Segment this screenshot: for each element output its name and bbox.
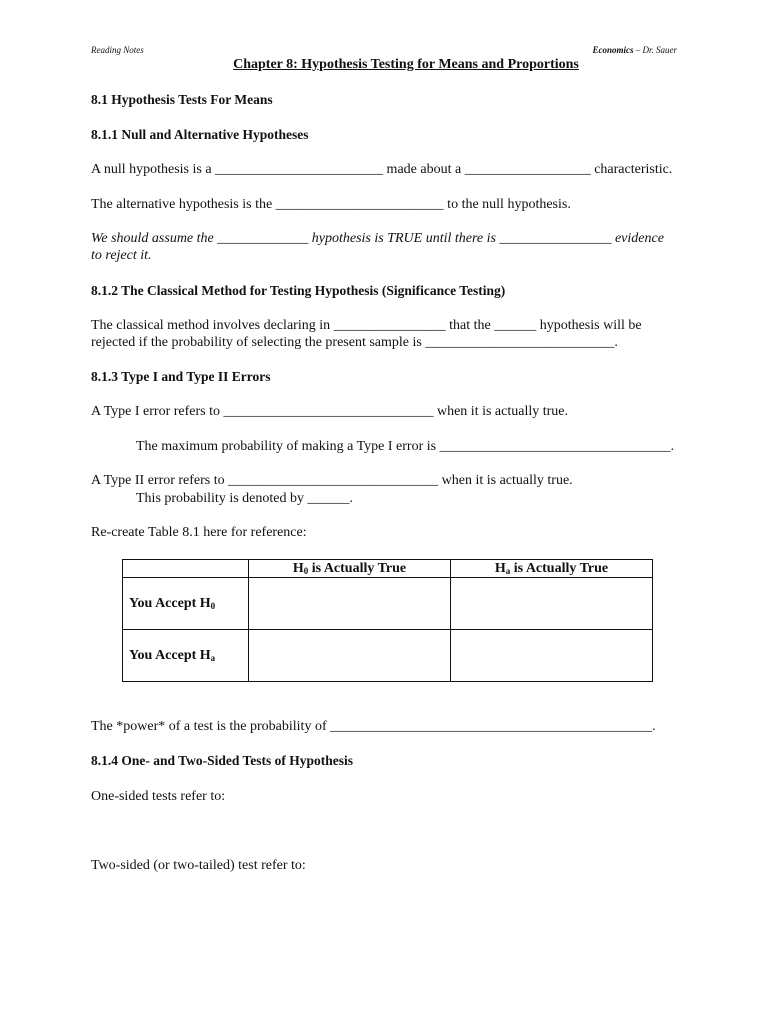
header-course: Economics — [592, 45, 634, 55]
table-cell — [249, 578, 451, 630]
type2-line: A Type II error refers to ______________________________ when it is actually true. — [91, 473, 573, 488]
table-corner-cell — [123, 560, 249, 578]
section-8-1-1-heading: 8.1.1 Null and Alternative Hypotheses — [91, 127, 309, 142]
recreate-table-line: Re-create Table 8.1 here for reference: — [91, 525, 307, 540]
header-left: Reading Notes — [91, 45, 144, 55]
header-instructor: – Dr. Sauer — [633, 45, 677, 55]
header-right — [592, 45, 677, 55]
table-col-h0: $H_0$ is Actually True — [249, 560, 451, 578]
table-col-ha: $H_a$ is Actually True — [451, 560, 653, 578]
type1-max-line: The maximum probability of making a Type I error is _________________________________. — [136, 439, 675, 454]
table-row — [123, 630, 653, 682]
table-row-label-accept-ha: You Accept $H_a$ — [123, 630, 249, 682]
classical-line-1: The classical method involves declaring in ________________ that the ______ hypothesis will be — [91, 318, 642, 333]
section-8-1-2-heading: 8.1.2 The Classical Method for Testing Hypothesis (Significance Testing) — [91, 283, 506, 298]
power-line: The *power* of a test is the probability of ______________________________________________. — [91, 719, 656, 734]
section-8-1-heading: 8.1 Hypothesis Tests For Means — [91, 92, 273, 107]
table-cell — [249, 630, 451, 682]
table-row — [123, 578, 653, 630]
table-header-row — [123, 560, 653, 578]
type2-denoted-line: This probability is denoted by ______. — [136, 491, 353, 506]
two-sided-line: Two-sided (or two-tailed) test refer to: — [91, 858, 306, 873]
assume-line-1: We should assume the _____________ hypothesis is TRUE until there is ________________ evidence — [91, 231, 664, 246]
null-hypothesis-line: A null hypothesis is a ________________________ made about a __________________ characteristic. — [91, 162, 673, 177]
section-8-1-4-heading: 8.1.4 One- and Two-Sided Tests of Hypothesis — [91, 753, 354, 768]
table-row-label-accept-h0: You Accept $H_0$ — [123, 578, 249, 630]
classical-line-2: rejected if the probability of selecting the present sample is ___________________________. — [91, 335, 618, 350]
table-cell — [451, 578, 653, 630]
error-table — [122, 559, 653, 682]
page-title: Chapter 8: Hypothesis Testing for Means and Proportions — [233, 57, 579, 72]
table-cell — [451, 630, 653, 682]
alternative-hypothesis-line: The alternative hypothesis is the ________________________ to the null hypothesis. — [91, 197, 571, 212]
assume-line-2: to reject it. — [91, 248, 152, 263]
type1-line: A Type I error refers to ______________________________ when it is actually true. — [91, 404, 569, 419]
section-8-1-3-heading: 8.1.3 Type I and Type II Errors — [91, 369, 271, 384]
one-sided-line: One-sided tests refer to: — [91, 789, 226, 804]
